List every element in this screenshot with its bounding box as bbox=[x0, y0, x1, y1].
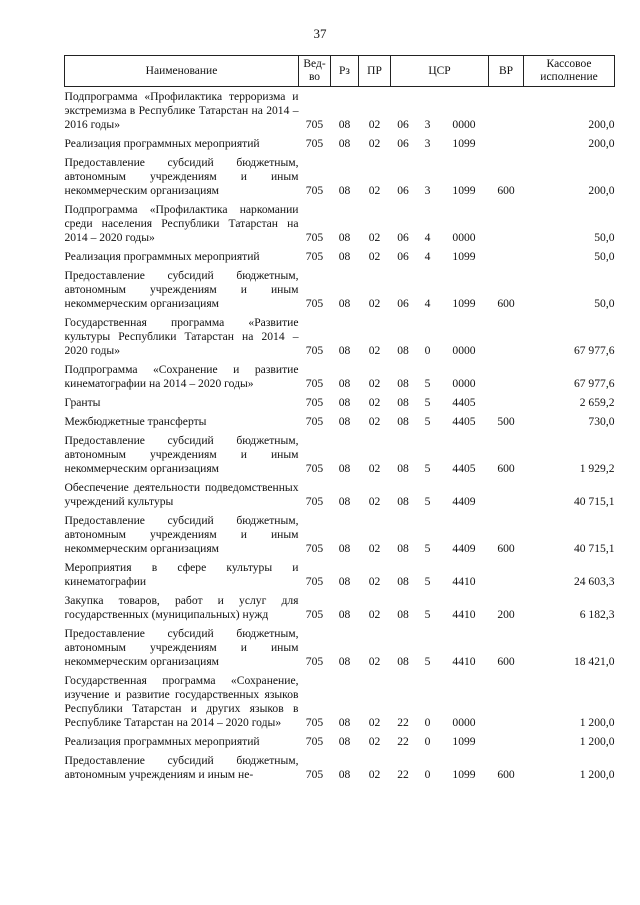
row-name: Предоставление субсидий бюджетным, автономным учреждениям и иным некоммерческим организациям bbox=[64, 434, 299, 475]
row-ved: 705 bbox=[305, 495, 324, 508]
row-csr-program: 06 bbox=[397, 231, 409, 244]
row-csr-program: 08 bbox=[397, 377, 409, 390]
row-rz: 08 bbox=[338, 542, 351, 555]
row-csr-program: 08 bbox=[397, 655, 409, 668]
row-csr-direction: 0000 bbox=[452, 716, 476, 729]
row-pr: 02 bbox=[368, 735, 381, 748]
row-csr-subprogram: 5 bbox=[424, 462, 431, 475]
budget-execution-table bbox=[64, 55, 615, 784]
row-ved: 705 bbox=[305, 250, 324, 263]
row-rz: 08 bbox=[338, 396, 351, 409]
table-row bbox=[65, 624, 615, 671]
row-pr: 02 bbox=[368, 415, 381, 428]
row-ved: 705 bbox=[305, 344, 324, 357]
row-csr-program: 08 bbox=[397, 495, 409, 508]
header-pr: ПР bbox=[359, 56, 391, 87]
row-vr bbox=[489, 671, 524, 732]
row-rz: 08 bbox=[338, 716, 351, 729]
row-csr-direction: 1099 bbox=[452, 250, 476, 263]
row-csr-direction: 1099 bbox=[452, 768, 476, 781]
row-name: Мероприятия в сфере культуры и кинематографии bbox=[64, 561, 299, 588]
row-pr: 02 bbox=[368, 231, 381, 244]
row-csr-subprogram: 0 bbox=[424, 716, 431, 729]
row-name: Предоставление субсидий бюджетным, автономным учреждениям и иным некоммерческим организациям bbox=[64, 627, 299, 668]
row-csr-subprogram: 5 bbox=[424, 655, 431, 668]
row-rz: 08 bbox=[338, 495, 351, 508]
table-row bbox=[65, 671, 615, 732]
row-vr bbox=[489, 360, 524, 393]
row-ved: 705 bbox=[305, 608, 324, 621]
row-csr-subprogram: 5 bbox=[424, 542, 431, 555]
row-amount: 2 659,2 bbox=[579, 396, 615, 409]
row-csr-program: 06 bbox=[397, 137, 409, 150]
row-rz: 08 bbox=[338, 377, 351, 390]
row-csr-program: 08 bbox=[397, 575, 409, 588]
row-vr: 600 bbox=[497, 542, 515, 555]
row-rz: 08 bbox=[338, 137, 351, 150]
row-rz: 08 bbox=[338, 297, 351, 310]
table-body bbox=[65, 87, 615, 785]
row-vr bbox=[489, 134, 524, 153]
row-csr-subprogram: 5 bbox=[424, 495, 431, 508]
row-csr-subprogram: 4 bbox=[424, 297, 431, 310]
row-pr: 02 bbox=[368, 344, 381, 357]
row-rz: 08 bbox=[338, 231, 351, 244]
row-amount: 200,0 bbox=[588, 184, 615, 197]
row-csr-subprogram: 4 bbox=[424, 231, 431, 244]
row-name: Предоставление субсидий бюджетным, автономным учреждениям и иным некоммерческим организациям bbox=[64, 514, 299, 555]
row-rz: 08 bbox=[338, 184, 351, 197]
table-row bbox=[65, 478, 615, 511]
row-rz: 08 bbox=[338, 415, 351, 428]
row-csr-direction: 4405 bbox=[452, 415, 476, 428]
row-csr-direction: 1099 bbox=[452, 735, 476, 748]
row-ved: 705 bbox=[305, 377, 324, 390]
row-pr: 02 bbox=[368, 608, 381, 621]
row-pr: 02 bbox=[368, 542, 381, 555]
table-row bbox=[65, 431, 615, 478]
row-csr-subprogram: 5 bbox=[424, 396, 431, 409]
row-vr bbox=[489, 200, 524, 247]
row-amount: 6 182,3 bbox=[579, 608, 615, 621]
row-vr: 600 bbox=[497, 768, 515, 781]
row-csr-subprogram: 4 bbox=[424, 250, 431, 263]
table-row bbox=[65, 751, 615, 784]
header-ved: Вед- во bbox=[299, 56, 331, 87]
row-vr: 500 bbox=[497, 415, 515, 428]
row-pr: 02 bbox=[368, 716, 381, 729]
row-csr-direction: 1099 bbox=[452, 137, 476, 150]
row-amount: 40 715,1 bbox=[573, 495, 615, 508]
row-name: Обеспечение деятельности подведомственных учреждений культуры bbox=[64, 481, 299, 508]
row-pr: 02 bbox=[368, 768, 381, 781]
row-csr-direction: 4409 bbox=[452, 495, 476, 508]
row-name: Реализация программных мероприятий bbox=[64, 137, 260, 150]
row-amount: 200,0 bbox=[588, 118, 615, 131]
row-csr-subprogram: 0 bbox=[424, 768, 431, 781]
row-ved: 705 bbox=[305, 415, 324, 428]
row-csr-program: 08 bbox=[397, 415, 409, 428]
table-row bbox=[65, 266, 615, 313]
row-name: Подпрограмма «Сохранение и развитие кинематографии на 2014 – 2020 годы» bbox=[64, 363, 299, 390]
row-amount: 50,0 bbox=[594, 297, 615, 310]
row-name: Государственная программа «Развитие культуры Республики Татарстан на 2014 – 2020 годы» bbox=[64, 316, 299, 357]
row-pr: 02 bbox=[368, 495, 381, 508]
row-rz: 08 bbox=[338, 118, 351, 131]
row-ved: 705 bbox=[305, 231, 324, 244]
row-ved: 705 bbox=[305, 735, 324, 748]
row-ved: 705 bbox=[305, 297, 324, 310]
row-csr-direction: 4409 bbox=[452, 542, 476, 555]
row-vr: 200 bbox=[497, 608, 515, 621]
row-csr-direction: 1099 bbox=[452, 184, 476, 197]
row-rz: 08 bbox=[338, 768, 351, 781]
row-vr bbox=[489, 478, 524, 511]
header-name: Наименование bbox=[65, 56, 299, 87]
table-header-row bbox=[65, 56, 615, 87]
row-csr-subprogram: 5 bbox=[424, 377, 431, 390]
row-vr bbox=[489, 558, 524, 591]
row-csr-direction: 4410 bbox=[452, 575, 476, 588]
row-amount: 1 200,0 bbox=[579, 768, 615, 781]
row-name: Закупка товаров, работ и услуг для государственных (муниципальных) нужд bbox=[64, 594, 299, 621]
row-ved: 705 bbox=[305, 575, 324, 588]
row-csr-subprogram: 5 bbox=[424, 415, 431, 428]
row-ved: 705 bbox=[305, 118, 324, 131]
row-pr: 02 bbox=[368, 655, 381, 668]
table-row bbox=[65, 412, 615, 431]
row-csr-program: 22 bbox=[397, 735, 409, 748]
row-csr-direction: 0000 bbox=[452, 377, 476, 390]
table-row bbox=[65, 200, 615, 247]
page-number: 37 bbox=[313, 26, 327, 41]
row-csr-program: 08 bbox=[397, 608, 409, 621]
table-row bbox=[65, 134, 615, 153]
row-csr-program: 06 bbox=[397, 184, 409, 197]
row-pr: 02 bbox=[368, 462, 381, 475]
row-vr bbox=[489, 247, 524, 266]
row-amount: 24 603,3 bbox=[573, 575, 615, 588]
header-vr: ВР bbox=[489, 56, 524, 87]
row-csr-program: 22 bbox=[397, 768, 409, 781]
row-name: Гранты bbox=[64, 396, 101, 409]
row-csr-direction: 1099 bbox=[452, 297, 476, 310]
row-ved: 705 bbox=[305, 396, 324, 409]
row-csr-subprogram: 3 bbox=[424, 137, 431, 150]
table-row bbox=[65, 87, 615, 135]
row-vr bbox=[489, 87, 524, 135]
row-csr-program: 08 bbox=[397, 396, 409, 409]
row-csr-direction: 4410 bbox=[452, 655, 476, 668]
row-ved: 705 bbox=[305, 137, 324, 150]
row-csr-program: 08 bbox=[397, 344, 409, 357]
row-csr-direction: 0000 bbox=[452, 118, 476, 131]
row-pr: 02 bbox=[368, 377, 381, 390]
row-csr-subprogram: 3 bbox=[424, 184, 431, 197]
row-pr: 02 bbox=[368, 118, 381, 131]
row-amount: 200,0 bbox=[588, 137, 615, 150]
row-ved: 705 bbox=[305, 542, 324, 555]
row-name: Предоставление субсидий бюджетным, автономным учреждениям и иным не- bbox=[64, 754, 299, 781]
row-name: Государственная программа «Сохранение, изучение и развитие государственных языков Республики Татарстан и других языков в Республике Татарстан на 2014 – 2020 годы» bbox=[64, 674, 299, 729]
row-amount: 1 200,0 bbox=[579, 716, 615, 729]
header-csr: ЦСР bbox=[391, 56, 489, 87]
header-amount: Кассовое исполнение bbox=[524, 56, 615, 87]
table-row bbox=[65, 153, 615, 200]
header-rz: Рз bbox=[331, 56, 359, 87]
row-csr-direction: 4405 bbox=[452, 462, 476, 475]
table-row bbox=[65, 360, 615, 393]
row-pr: 02 bbox=[368, 575, 381, 588]
row-rz: 08 bbox=[338, 655, 351, 668]
row-amount: 50,0 bbox=[594, 231, 615, 244]
row-amount: 18 421,0 bbox=[573, 655, 615, 668]
table-row bbox=[65, 313, 615, 360]
row-name: Предоставление субсидий бюджетным, автономным учреждениям и иным некоммерческим организациям bbox=[64, 156, 299, 197]
row-name: Реализация программных мероприятий bbox=[64, 735, 260, 748]
row-csr-subprogram: 5 bbox=[424, 575, 431, 588]
row-amount: 67 977,6 bbox=[573, 377, 615, 390]
row-pr: 02 bbox=[368, 297, 381, 310]
row-csr-program: 22 bbox=[397, 716, 409, 729]
table-row bbox=[65, 247, 615, 266]
row-csr-direction: 0000 bbox=[452, 344, 476, 357]
row-vr: 600 bbox=[497, 655, 515, 668]
row-csr-subprogram: 0 bbox=[424, 735, 431, 748]
row-ved: 705 bbox=[305, 462, 324, 475]
row-pr: 02 bbox=[368, 396, 381, 409]
row-rz: 08 bbox=[338, 735, 351, 748]
row-ved: 705 bbox=[305, 184, 324, 197]
row-amount: 1 200,0 bbox=[579, 735, 615, 748]
row-vr bbox=[489, 393, 524, 412]
row-csr-program: 06 bbox=[397, 250, 409, 263]
row-ved: 705 bbox=[305, 655, 324, 668]
row-amount: 730,0 bbox=[588, 415, 615, 428]
row-csr-direction: 4410 bbox=[452, 608, 476, 621]
row-rz: 08 bbox=[338, 250, 351, 263]
row-vr bbox=[489, 732, 524, 751]
row-csr-direction: 0000 bbox=[452, 231, 476, 244]
row-amount: 67 977,6 bbox=[573, 344, 615, 357]
row-rz: 08 bbox=[338, 575, 351, 588]
row-name: Подпрограмма «Профилактика терроризма и экстремизма в Республике Татарстан на 2014 – 2016 годы» bbox=[64, 90, 299, 131]
row-csr-program: 06 bbox=[397, 297, 409, 310]
table-row bbox=[65, 558, 615, 591]
row-name: Межбюджетные трансферты bbox=[64, 415, 207, 428]
row-pr: 02 bbox=[368, 184, 381, 197]
row-rz: 08 bbox=[338, 462, 351, 475]
row-csr-program: 08 bbox=[397, 462, 409, 475]
row-ved: 705 bbox=[305, 716, 324, 729]
row-csr-program: 08 bbox=[397, 542, 409, 555]
row-csr-program: 06 bbox=[397, 118, 409, 131]
row-pr: 02 bbox=[368, 137, 381, 150]
row-vr: 600 bbox=[497, 184, 515, 197]
table-row bbox=[65, 511, 615, 558]
table-row bbox=[65, 393, 615, 412]
row-rz: 08 bbox=[338, 608, 351, 621]
row-ved: 705 bbox=[305, 768, 324, 781]
row-vr: 600 bbox=[497, 462, 515, 475]
row-amount: 50,0 bbox=[594, 250, 615, 263]
table-row bbox=[65, 732, 615, 751]
row-vr bbox=[489, 313, 524, 360]
row-csr-subprogram: 0 bbox=[424, 344, 431, 357]
row-csr-subprogram: 5 bbox=[424, 608, 431, 621]
row-name: Предоставление субсидий бюджетным, автономным учреждениям и иным некоммерческим организациям bbox=[64, 269, 299, 310]
row-vr: 600 bbox=[497, 297, 515, 310]
row-amount: 1 929,2 bbox=[579, 462, 615, 475]
row-pr: 02 bbox=[368, 250, 381, 263]
row-csr-direction: 4405 bbox=[452, 396, 476, 409]
row-amount: 40 715,1 bbox=[573, 542, 615, 555]
row-csr-subprogram: 3 bbox=[424, 118, 431, 131]
row-rz: 08 bbox=[338, 344, 351, 357]
row-name: Подпрограмма «Профилактика наркомании среди населения Республики Татарстан на 2014 – 2020 годы» bbox=[64, 203, 299, 244]
row-name: Реализация программных мероприятий bbox=[64, 250, 260, 263]
table-row bbox=[65, 591, 615, 624]
